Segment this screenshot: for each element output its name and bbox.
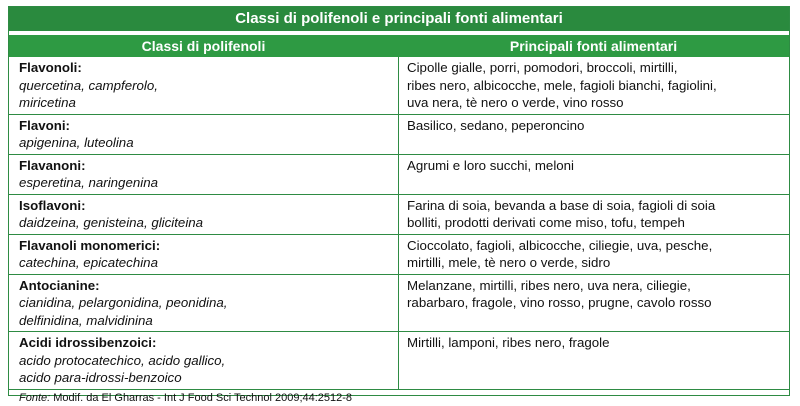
class-cell (9, 155, 398, 194)
class-cell (9, 195, 398, 234)
table-row (9, 57, 789, 114)
class-cell (9, 115, 398, 154)
class-cell (9, 332, 398, 389)
table-title: Classi di polifenoli e principali fonti alimentari (9, 7, 789, 31)
class-name: Flavanoni: (19, 157, 86, 173)
food-sources-text: Agrumi e loro succhi, meloni (407, 157, 575, 173)
class-members: acido protocatechico, acido gallico, (19, 352, 226, 368)
food-sources-text: rabarbaro, fragole, vino rosso, prugne, cavolo rosso (407, 295, 712, 310)
class-name: Flavoni: (19, 117, 70, 133)
table-body (9, 57, 789, 389)
class-name: Flavanoli monomerici: (19, 237, 161, 253)
table-row (9, 194, 789, 234)
food-sources-cell (398, 195, 789, 234)
polyphenol-table (8, 6, 790, 404)
table-row (9, 154, 789, 194)
food-sources-text: Basilico, sedano, peperoncino (407, 117, 585, 133)
food-sources-cell (398, 155, 789, 194)
food-sources-text: Melanzane, mirtilli, ribes nero, uva nera, ciliegie, (407, 277, 691, 293)
footer-source-text: Modif. da El Gharras - Int J Food Sci Technol 2009;44:2512-8 (50, 391, 353, 404)
table-row (9, 234, 789, 274)
table-footer (9, 389, 789, 406)
class-members: miricetina (19, 95, 76, 110)
food-sources-text: Mirtilli, lamponi, ribes nero, fragole (407, 335, 610, 350)
food-sources-text: Farina di soia, bevanda a base di soia, fagioli di soia (407, 197, 716, 213)
class-name: Flavonoli: (19, 60, 82, 75)
class-members: catechina, epicatechina (19, 255, 158, 270)
class-members: esperetina, naringenina (19, 175, 158, 190)
table-row (9, 331, 789, 389)
class-cell (9, 235, 398, 274)
class-members: cianidina, pelargonidina, peonidina, (19, 295, 228, 310)
table-row (9, 274, 789, 332)
class-cell (9, 57, 398, 114)
food-sources-text: bolliti, prodotti derivati come miso, tofu, tempeh (407, 215, 685, 230)
class-cell (9, 275, 398, 332)
class-name: Isoflavoni: (19, 197, 86, 213)
footer-source-label: Fonte: (19, 391, 51, 404)
class-members: acido para-idrossi-benzoico (19, 370, 182, 385)
table-row (9, 114, 789, 154)
food-sources-cell (398, 332, 789, 389)
food-sources-cell (398, 275, 789, 332)
class-name: Antocianine: (19, 277, 100, 293)
class-members: quercetina, campferolo, (19, 77, 158, 93)
class-members: apigenina, luteolina (19, 135, 134, 150)
food-sources-cell (398, 115, 789, 154)
table-header-row (9, 35, 789, 57)
class-name: Acidi idrossibenzoici: (19, 335, 157, 350)
food-sources-text: ribes nero, albicocche, mele, fagioli bianchi, fagiolini, (407, 77, 717, 93)
food-sources-text: Cipolle gialle, porri, pomodori, broccoli, mirtilli, (407, 60, 678, 75)
class-members: delfinidina, malvidinina (19, 312, 153, 328)
header-classes: Classi di polifenoli (141, 38, 266, 54)
food-sources-text: mirtilli, mele, tè nero o verde, sidro (407, 255, 611, 270)
food-sources-text: Cioccolato, fagioli, albicocche, ciliegie, uva, pesche, (407, 237, 713, 253)
food-sources-cell (398, 57, 789, 114)
food-sources-cell (398, 235, 789, 274)
food-sources-text: uva nera, tè nero o verde, vino rosso (407, 95, 624, 110)
header-food-sources: Principali fonti alimentari (509, 38, 678, 54)
class-members: daidzeina, genisteina, gliciteina (19, 215, 204, 230)
